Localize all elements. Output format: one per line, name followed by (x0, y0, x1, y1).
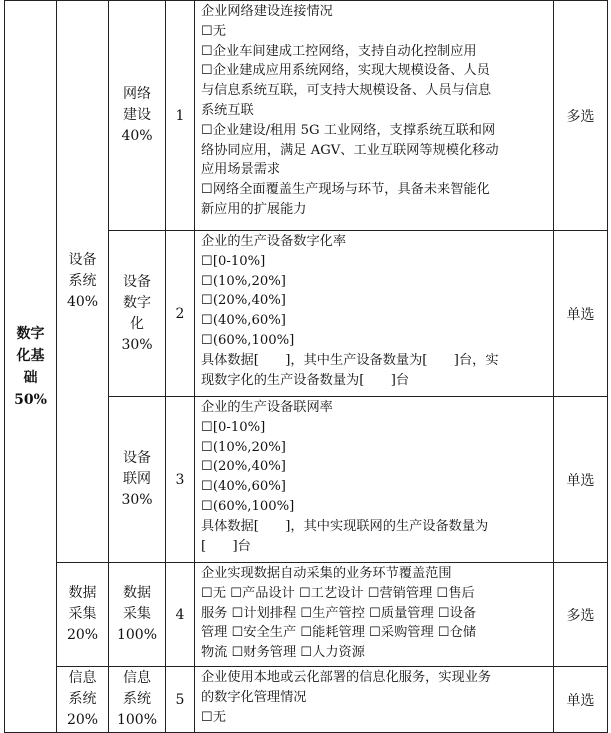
answer-type: 多选 (554, 563, 608, 667)
indicator-weight: 40% (121, 128, 153, 144)
group-name: 采集 (68, 606, 97, 622)
indicator-weight: 30% (121, 492, 153, 508)
table-row (5, 563, 608, 667)
content-line: ☐(40%,60%] (201, 313, 286, 329)
indicator-weight: 30% (121, 336, 153, 353)
indicator-weight: 100% (116, 712, 158, 728)
dimension-name: 数字 (16, 325, 45, 342)
content-line: ☐企业建设/租用 5G 工业网络，支撑系统互联和网 (201, 122, 496, 138)
content-line: 的数字化管理情况 (201, 689, 307, 705)
content-line: 与信息系统互联，可支持大规模设备、人员与信息 (201, 83, 492, 99)
content-line: ☐企业建成应用系统网络，实现大规模设备、人员 (201, 63, 490, 79)
indicator-name: 网络 (123, 86, 151, 102)
content-line: ☐(10%,20%] (201, 439, 286, 455)
content-line: ☐企业车间建成工控网络，支持自动化控制应用 (201, 43, 477, 59)
dimension-weight: 50% (14, 391, 47, 408)
indicator-name: 联网 (123, 471, 151, 487)
content-line: 络协同应用，满足 AGV、工业互联网等规模化移动 (201, 142, 499, 158)
indicator-weight: 100% (116, 627, 158, 643)
content-line: ☐(40%,60%] (201, 479, 286, 495)
content-line: ☐无 ☐产品设计 ☐工艺设计 ☐营销管理 ☐售后 (201, 585, 475, 601)
dimension-name: 础 (23, 369, 38, 386)
content-line: 服务 ☐计划排程 ☐生产管控 ☐质量管理 ☐设备 (201, 605, 477, 621)
group-weight: 20% (66, 712, 99, 728)
group-name: 系统 (68, 691, 97, 707)
content-line: [ ]台 (201, 538, 251, 554)
dimension-cell (5, 1, 57, 733)
content-cell (195, 397, 554, 563)
content-line: ☐(60%,100%] (201, 498, 295, 514)
group-name: 系统 (68, 273, 97, 289)
content-line: 企业的生产设备联网率 (201, 400, 333, 415)
content-line: 具体数据[ ]，其中生产设备数量为[ ]台，实 (201, 352, 499, 368)
table-row (5, 667, 608, 733)
content-cell (195, 667, 554, 733)
content-line: ☐(20%,40%] (201, 293, 286, 309)
group-cell-data (57, 563, 109, 667)
group-name: 数据 (68, 585, 97, 601)
content-cell (195, 231, 554, 397)
content-line: 管理 ☐安全生产 ☐能耗管理 ☐采购管理 ☐仓储 (201, 625, 477, 641)
row-number: 3 (166, 397, 195, 563)
answer-type: 多选 (554, 1, 608, 231)
group-weight: 20% (66, 627, 99, 643)
content-line: 物流 ☐财务管理 ☐人力资源 (201, 645, 365, 661)
content-line: ☐无 (201, 23, 227, 39)
content-line: 系统互联 (201, 102, 254, 118)
group-weight: 40% (66, 294, 99, 310)
content-line: ☐(20%,40%] (201, 459, 286, 475)
content-line: 现数字化的生产设备数量为[ ]台 (201, 372, 410, 388)
indicator-cell (109, 563, 166, 667)
row-number: 4 (166, 563, 195, 667)
content-line: ☐[0-10%] (201, 419, 266, 435)
indicator-name: 化 (130, 315, 144, 332)
row-number: 2 (166, 231, 195, 397)
content-line: ☐无 (201, 709, 227, 725)
content-cell (195, 563, 554, 667)
group-name: 信息 (68, 670, 97, 686)
indicator-cell (109, 397, 166, 563)
indicator-name: 数字 (123, 294, 151, 311)
content-cell (195, 1, 554, 231)
survey-table (4, 0, 608, 733)
content-line: ☐[0-10%] (201, 253, 266, 269)
indicator-name: 建设 (123, 107, 151, 123)
indicator-cell (109, 231, 166, 397)
answer-type: 单选 (554, 231, 608, 397)
indicator-name: 设备 (123, 273, 151, 290)
content-line: ☐网络全面覆盖生产现场与环节，具备未来智能化 (201, 182, 490, 198)
table-row (5, 1, 608, 231)
indicator-cell (109, 1, 166, 231)
row-number: 1 (166, 1, 195, 231)
indicator-name: 设备 (123, 450, 151, 466)
indicator-name: 采集 (123, 606, 151, 622)
answer-type: 单选 (554, 667, 608, 733)
content-line: 企业实现数据自动采集的业务环节覆盖范围 (201, 566, 452, 581)
content-line: ☐(10%,20%] (201, 273, 286, 289)
dimension-name: 化基 (16, 347, 45, 364)
row-number: 5 (166, 667, 195, 733)
group-cell-info (57, 667, 109, 733)
indicator-name: 信息 (123, 670, 151, 686)
content-line: 应用场景需求 (201, 162, 281, 178)
indicator-name: 数据 (123, 585, 151, 601)
group-name: 设备 (68, 252, 97, 268)
content-line: 企业网络建设连接情况 (201, 4, 333, 19)
indicator-name: 系统 (123, 691, 151, 707)
indicator-cell (109, 667, 166, 733)
content-line: 新应用的扩展能力 (201, 201, 307, 217)
content-line: 企业使用本地或云化部署的信息化服务，实现业务 (201, 670, 492, 685)
content-line: 企业的生产设备数字化率 (201, 234, 347, 249)
answer-type: 单选 (554, 397, 608, 563)
content-line: 具体数据[ ]，其中实现联网的生产设备数量为 (201, 518, 489, 534)
group-cell-equipment (57, 1, 109, 563)
content-line: ☐(60%,100%] (201, 332, 295, 348)
